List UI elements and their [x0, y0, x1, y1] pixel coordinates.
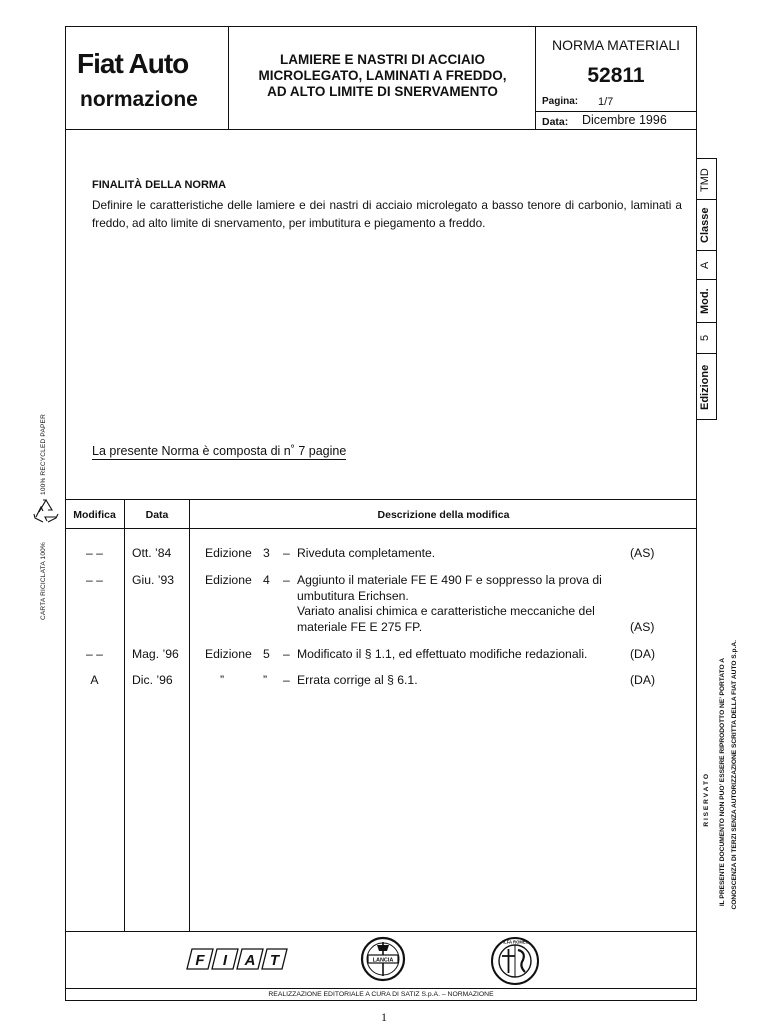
row-description	[297, 573, 630, 635]
mod-label: Mod.	[699, 288, 711, 314]
row-edizione-label: Edizione	[205, 573, 252, 587]
pages-note: La presente Norma è composta di n˚ 7 pagine	[92, 444, 347, 458]
description-line: materiale FE E 275 FP.	[297, 619, 423, 634]
norma-number: 52811	[587, 64, 645, 87]
row-data: Mag. ’96	[132, 647, 179, 661]
description-line: Riveduta completamente.	[297, 546, 436, 560]
row-modifica: A	[90, 673, 99, 687]
description-line: Modificato il § 1.1, ed effettuato modifiche redazionali.	[297, 647, 588, 661]
table-top-rule	[65, 499, 697, 500]
row-dash: –	[283, 573, 290, 587]
title-line: LAMIERE E NASTRI DI ACCIAIO	[279, 52, 485, 67]
row-edizione-number: 4	[263, 573, 270, 587]
page-number: 1	[381, 1010, 387, 1024]
svg-text:A: A	[244, 952, 256, 969]
row-modifica: – –	[86, 573, 103, 587]
col-header-modifica: Modifica	[73, 509, 116, 521]
description-line: Errata corrige al § 6.1.	[297, 673, 418, 687]
row-tag: (AS)	[630, 620, 655, 634]
data-label: Data:	[542, 116, 569, 128]
title-line: AD ALTO LIMITE DI SNERVAMENTO	[267, 84, 498, 99]
legal-notice-line-1: IL PRESENTE DOCUMENTO NON PUO’ ESSERE RIPRODOTTO NE’ PORTATO A	[719, 658, 726, 907]
recycle-icon	[31, 497, 61, 525]
table-col-divider-2	[189, 499, 190, 931]
row-edizione-label: Edizione	[205, 546, 252, 560]
description-line: Aggiunto il materiale FE E 490 F e soppresso la prova di	[297, 573, 602, 587]
norma-label: NORMA MATERIALI	[551, 37, 681, 53]
classe-value: TMD	[699, 168, 711, 192]
logo-band-bottom-rule	[65, 988, 697, 989]
header-divider-1	[228, 26, 229, 130]
lancia-logo	[360, 936, 406, 982]
pagina-label: Pagina:	[542, 96, 579, 107]
recycled-paper-note-it: CARTA RICICLATA 100%	[40, 542, 47, 620]
row-ditto-mark: ”	[263, 673, 268, 687]
table-header-rule	[65, 528, 697, 529]
table-col-divider-1	[124, 499, 125, 931]
svg-text:I: I	[222, 952, 228, 969]
description-line: Variato analisi chimica e caratteristiche meccaniche del	[297, 604, 595, 618]
row-ditto-mark: ”	[220, 673, 225, 687]
row-tag: (AS)	[630, 546, 655, 560]
alfa-romeo-logo-mark	[490, 936, 540, 986]
purpose-heading: FINALITÀ DELLA NORMA	[92, 179, 227, 191]
tab-rule	[697, 353, 717, 354]
tab-rule	[697, 250, 717, 251]
row-modifica: – –	[86, 647, 103, 661]
row-dash: –	[283, 546, 290, 560]
row-edizione-number: 3	[263, 546, 270, 560]
row-edizione-label: Edizione	[205, 647, 252, 661]
row-description	[297, 673, 630, 689]
row-data: Dic. ’96	[132, 673, 173, 687]
row-tag: (DA)	[630, 673, 656, 687]
edizione-label: Edizione	[699, 364, 711, 410]
alfa-romeo-logo	[490, 936, 540, 986]
row-modifica: – –	[86, 546, 103, 560]
purpose-body: Definire le caratteristiche delle lamiere e dei nastri di acciaio microlegato a basso tenore di carbonio, laminati a freddo, ad alto limite di snervamento, per imbutitura e piegamento a freddo.	[92, 198, 682, 230]
row-data: Giu. ’93	[132, 573, 175, 587]
row-tag: (DA)	[630, 647, 656, 661]
description-line: umbutitura Erichsen.	[297, 588, 409, 603]
brand-name: Fiat Auto	[77, 48, 189, 79]
document-title	[230, 52, 535, 100]
header-data-rule	[535, 111, 697, 112]
fiat-logo	[186, 948, 288, 970]
svg-text:F: F	[195, 952, 205, 969]
tab-rule	[697, 199, 717, 200]
row-dash: –	[283, 647, 290, 661]
recycle-icon-svg	[31, 497, 61, 525]
edizione-value: 5	[699, 334, 711, 342]
svg-text:LANCIA: LANCIA	[372, 957, 394, 964]
row-description	[297, 647, 630, 663]
svg-text:ALFA ROMEO: ALFA ROMEO	[501, 939, 529, 945]
recycled-paper-note-en: 100% RECYCLED PAPER	[40, 414, 47, 495]
svg-text:T: T	[269, 952, 280, 969]
mod-value: A	[699, 261, 711, 269]
row-description	[297, 546, 630, 562]
title-line: MICROLEGATO, LAMINATI A FREDDO,	[258, 68, 507, 83]
lancia-logo-mark	[360, 936, 406, 982]
classe-label: Classe	[699, 207, 711, 243]
footer-editorial-note: REALIZZAZIONE EDITORIALE A CURA DI SATIZ S.p.A. – NORMAZIONE	[268, 991, 494, 998]
col-header-data: Data	[145, 509, 169, 521]
brand-subtitle: normazione	[80, 88, 198, 111]
legal-notice-line-2: CONOSCENZA DI TERZI SENZA AUTORIZZAZIONE SCRITTA DELLA FIAT AUTO S.p.A.	[731, 640, 738, 910]
pagina-value: 1/7	[598, 96, 614, 108]
table-bottom-rule	[65, 931, 697, 932]
fiat-logo-mark	[186, 948, 288, 970]
tab-rule	[697, 279, 717, 280]
data-value: Dicembre 1996	[582, 113, 667, 127]
header-bottom-rule	[65, 129, 697, 130]
row-data: Ott. ’84	[132, 546, 172, 560]
row-edizione-number: 5	[263, 647, 270, 661]
riservato-label: R I S E R V A T O	[703, 774, 710, 827]
col-header-descrizione: Descrizione della modifica	[377, 509, 510, 521]
row-dash: –	[283, 673, 290, 687]
tab-rule	[697, 322, 717, 323]
